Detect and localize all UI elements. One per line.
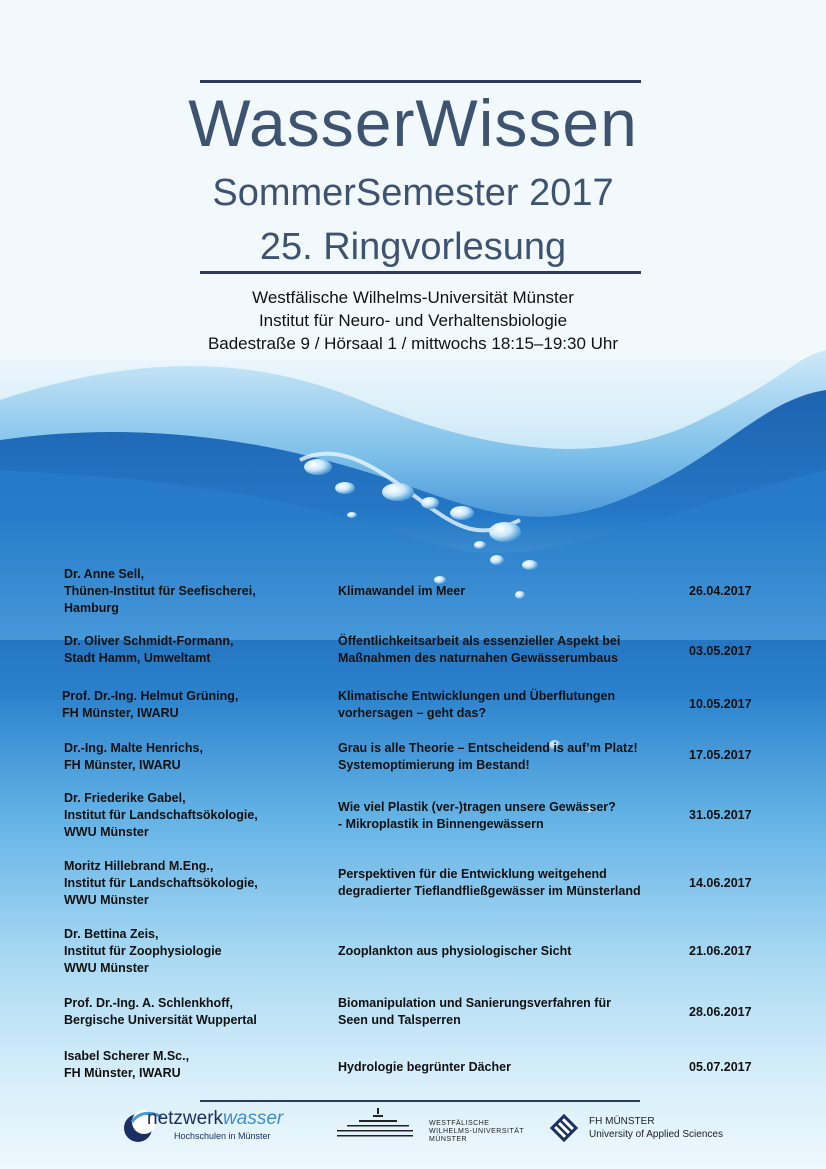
poster-subtitle-semester: SommerSemester 2017 bbox=[212, 172, 614, 214]
lecture-speaker: Moritz Hillebrand M.Eng., Institut für Landschaftsökologie, WWU Münster bbox=[64, 859, 258, 907]
lecture-date: 03.05.2017 bbox=[689, 644, 752, 658]
wwu-line-2: WILHELMS-UNIVERSITÄT bbox=[429, 1128, 525, 1135]
lecture-speaker: Dr. Bettina Zeis, Institut für Zoophysiologie WWU Münster bbox=[64, 927, 222, 975]
footer-rule bbox=[200, 1100, 640, 1102]
logo-netzwerk-text: netzwerk bbox=[147, 1108, 224, 1129]
lecture-topic: Wie viel Plastik (ver-)tragen unsere Gewässer? - Mikroplastik in Binnengewässern bbox=[338, 800, 616, 831]
lecture-speaker: Dr. Oliver Schmidt-Formann, Stadt Hamm, Umweltamt bbox=[64, 634, 234, 665]
lecture-topic: Öffentlichkeitsarbeit als essenzieller Aspekt bei Maßnahmen des naturnahen Gewässerumbaus bbox=[338, 634, 621, 665]
logo-netzwerk-subtitle: Hochschulen in Münster bbox=[174, 1131, 271, 1141]
lecture-speaker: Dr. Friederike Gabel, Institut für Landschaftsökologie, WWU Münster bbox=[64, 791, 258, 839]
wwu-line-3: MÜNSTER bbox=[429, 1136, 468, 1143]
poster-title: WasserWissen bbox=[188, 86, 638, 160]
lecture-date: 21.06.2017 bbox=[689, 944, 752, 958]
venue-institute: Institut für Neuro- und Verhaltensbiologie bbox=[258, 311, 568, 330]
poster-subtitle-series: 25. Ringvorlesung bbox=[259, 226, 567, 268]
lecture-date: 10.05.2017 bbox=[689, 697, 752, 711]
venue-address-time: Badestraße 9 / Hörsaal 1 / mittwochs 18:15–19:30 Uhr bbox=[207, 334, 619, 353]
fh-muenster-logo bbox=[549, 1113, 749, 1147]
logo-wasser-text: wasser bbox=[223, 1108, 284, 1129]
lecture-speaker: Isabel Scherer M.Sc., FH Münster, IWARU bbox=[64, 1049, 190, 1080]
lecture-speaker: Prof. Dr.-Ing. Helmut Grüning, FH Münster, IWARU bbox=[62, 689, 239, 720]
lecture-speaker: Prof. Dr.-Ing. A. Schlenkhoff, Bergische Universität Wuppertal bbox=[64, 996, 257, 1027]
fh-muenster-emblem-icon bbox=[549, 1113, 579, 1143]
lecture-date: 26.04.2017 bbox=[689, 584, 752, 598]
lecture-topic: Hydrologie begrünter Dächer bbox=[338, 1060, 511, 1074]
lecture-date: 05.07.2017 bbox=[689, 1060, 752, 1074]
lecture-topic: Zooplankton aus physiologischer Sicht bbox=[338, 944, 572, 958]
netzwerk-wasser-logo bbox=[122, 1106, 292, 1146]
fh-line-2: University of Applied Sciences bbox=[589, 1129, 723, 1140]
lecture-date: 17.05.2017 bbox=[689, 748, 752, 762]
middle-rule bbox=[200, 271, 641, 274]
lecture-date: 28.06.2017 bbox=[689, 1005, 752, 1019]
lecture-date: 14.06.2017 bbox=[689, 876, 752, 890]
lecture-topic: Grau is alle Theorie – Entscheidend is auf’m Platz! Systemoptimierung im Bestand! bbox=[338, 741, 638, 772]
lecture-speaker: Dr.-Ing. Malte Henrichs, FH Münster, IWARU bbox=[64, 741, 203, 772]
fh-line-1: FH MÜNSTER bbox=[589, 1116, 655, 1127]
wwu-building-icon bbox=[333, 1108, 413, 1142]
venue-university: Westfälische Wilhelms-Universität Münster bbox=[252, 288, 574, 307]
wwu-logo bbox=[333, 1108, 523, 1148]
lecture-topic: Klimatische Entwicklungen und Überflutungen vorhersagen – geht das? bbox=[338, 689, 616, 720]
lecture-topic: Perspektiven für die Entwicklung weitgehend degradierter Tieflandfließgewässer im Münsterland bbox=[338, 867, 641, 898]
lecture-date: 31.05.2017 bbox=[689, 808, 752, 822]
top-rule bbox=[200, 80, 641, 83]
lecture-speaker: Dr. Anne Sell, Thünen-Institut für Seefischerei, Hamburg bbox=[64, 567, 256, 615]
lecture-topic: Biomanipulation und Sanierungsverfahren für Seen und Talsperren bbox=[338, 996, 611, 1027]
lecture-topic: Klimawandel im Meer bbox=[338, 584, 466, 598]
wwu-line-1: WESTFÄLISCHE bbox=[429, 1120, 490, 1127]
